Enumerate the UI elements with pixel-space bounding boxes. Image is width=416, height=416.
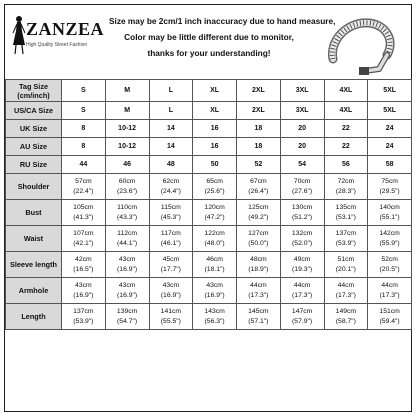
brand-logo [11, 15, 111, 71]
size-cell: 10-12 [105, 138, 149, 156]
cm-value: 52cm [381, 255, 398, 263]
inch-value: (16.9") [204, 291, 225, 299]
cm-value: 45cm [162, 255, 180, 263]
cm-value: 107cm [73, 229, 94, 237]
cm-value: 62cm [162, 177, 180, 185]
inch-value: (49.2") [248, 213, 269, 221]
cm-value: 49cm [293, 255, 311, 263]
size-cell: L [149, 102, 193, 120]
cm-value: 127cm [248, 229, 269, 237]
measurement-cell [237, 200, 281, 226]
measurement-cell [280, 304, 324, 330]
measurement-cell [324, 252, 368, 278]
inch-value: (27.6") [292, 187, 313, 195]
measurement-label: Length [6, 304, 62, 330]
inch-value: (16.9") [117, 291, 138, 299]
inch-value: (54.7") [117, 317, 138, 325]
size-cell: 14 [149, 120, 193, 138]
cm-value: 43cm [75, 281, 92, 289]
measurement-cell [105, 226, 149, 252]
notice-line-3: thanks for your understanding! [147, 48, 271, 58]
measurement-cell [105, 200, 149, 226]
cm-value: 46cm [206, 255, 223, 263]
measurement-label: Armhole [6, 278, 62, 304]
inch-value: (50.0") [248, 239, 269, 247]
measurement-cell [149, 278, 193, 304]
measurement-row [6, 174, 412, 200]
inch-value: (58.7") [335, 317, 356, 325]
tag-size-cell: XL [193, 80, 237, 102]
inch-value: (19.3") [292, 265, 313, 273]
cm-value: 147cm [291, 307, 313, 315]
measurement-cell [193, 304, 237, 330]
size-row [6, 138, 412, 156]
inch-value: (42.1") [73, 239, 94, 247]
size-cell: 50 [193, 156, 237, 174]
size-row [6, 156, 412, 174]
measurement-cell [149, 252, 193, 278]
cm-value: 122cm [204, 229, 225, 237]
measurement-cell [280, 174, 324, 200]
size-row-label: UK Size [6, 120, 62, 138]
cm-value: 60cm [118, 177, 136, 185]
size-table [5, 79, 412, 330]
inch-value: (24.4") [160, 187, 181, 195]
inch-value: (26.4") [248, 187, 269, 195]
measurement-cell [62, 304, 106, 330]
size-cell: 16 [193, 138, 237, 156]
measurement-cell [193, 226, 237, 252]
size-cell: 22 [324, 120, 368, 138]
measurement-cell [368, 304, 412, 330]
cm-value: 105cm [73, 203, 94, 211]
cm-value: 44cm [337, 281, 355, 289]
measurement-cell [324, 304, 368, 330]
inch-value: (43.3") [117, 213, 138, 221]
tag-size-cell: S [62, 80, 106, 102]
inch-value: (53.9") [335, 239, 356, 247]
inch-value: (46.1") [160, 239, 181, 247]
cm-value: 151cm [379, 307, 400, 315]
inch-value: (18.1") [204, 265, 225, 273]
size-cell: 22 [324, 138, 368, 156]
tag-size-cell: 2XL [237, 80, 281, 102]
size-cell: 54 [280, 156, 324, 174]
size-cell: 56 [324, 156, 368, 174]
cm-value: 115cm [160, 203, 181, 211]
size-cell: M [105, 102, 149, 120]
inch-value: (55.1") [379, 213, 400, 221]
size-row-label: AU Size [6, 138, 62, 156]
cm-value: 145cm [248, 307, 269, 315]
measurement-cell [280, 278, 324, 304]
cm-value: 72cm [337, 177, 355, 185]
measurement-cell [237, 174, 281, 200]
measurement-cell [62, 226, 106, 252]
inch-value: (17.3") [379, 291, 400, 299]
measurement-cell [237, 252, 281, 278]
inch-value: (53.9") [73, 317, 94, 325]
size-cell: 20 [280, 138, 324, 156]
cm-value: 142cm [379, 229, 400, 237]
tag-size-cell: 4XL [324, 80, 368, 102]
measurement-cell [280, 200, 324, 226]
measurement-row [6, 200, 412, 226]
inch-value: (20.1") [335, 265, 356, 273]
cm-value: 143cm [204, 307, 225, 315]
measurement-cell [280, 252, 324, 278]
table-header-row [6, 80, 412, 102]
size-cell: 3XL [280, 102, 324, 120]
measurement-notice [109, 13, 336, 61]
size-cell: 10-12 [105, 120, 149, 138]
cm-value: 149cm [335, 307, 357, 315]
cm-value: 141cm [160, 307, 182, 315]
measurement-cell [62, 174, 106, 200]
inch-value: (53.1") [335, 213, 356, 221]
measurement-cell [105, 304, 149, 330]
tag-size-cell: 3XL [280, 80, 324, 102]
measurement-cell [193, 200, 237, 226]
cm-value: 44cm [381, 281, 398, 289]
cm-value: 43cm [118, 281, 136, 289]
inch-value: (16.9") [117, 265, 138, 273]
cm-value: 43cm [162, 281, 180, 289]
measurement-cell [193, 278, 237, 304]
cm-value: 48cm [250, 255, 267, 263]
measurement-row [6, 226, 412, 252]
inch-value: (59.4") [379, 317, 400, 325]
brand-tagline: High Quality Street Fashion [26, 42, 88, 48]
size-chart-card [4, 4, 412, 412]
size-cell: 2XL [237, 102, 281, 120]
tag-size-cell: L [149, 80, 193, 102]
inch-value: (16.9") [160, 291, 181, 299]
inch-value: (17.3") [248, 291, 269, 299]
fashion-figure-icon [11, 15, 27, 55]
measurement-cell [62, 278, 106, 304]
measurement-cell [193, 174, 237, 200]
cm-value: 43cm [118, 255, 136, 263]
inch-value: (20.5") [379, 265, 400, 273]
size-cell: 24 [368, 138, 412, 156]
cm-value: 117cm [160, 229, 181, 237]
cm-value: 44cm [250, 281, 267, 289]
cm-value: 51cm [337, 255, 355, 263]
measurement-cell [324, 278, 368, 304]
size-row [6, 102, 412, 120]
size-cell: 16 [193, 120, 237, 138]
tag-size-cell: M [105, 80, 149, 102]
inch-value: (17.3") [292, 291, 313, 299]
cm-value: 112cm [117, 229, 138, 237]
inch-value: (16.5") [73, 265, 94, 273]
size-cell: 52 [237, 156, 281, 174]
cm-value: 75cm [381, 177, 398, 185]
measurement-cell [193, 252, 237, 278]
measurement-cell [105, 278, 149, 304]
cm-value: 135cm [335, 203, 357, 211]
cm-value: 125cm [248, 203, 269, 211]
size-row [6, 120, 412, 138]
size-cell: 14 [149, 138, 193, 156]
measurement-row [6, 304, 412, 330]
measurement-cell [368, 200, 412, 226]
measurement-cell [280, 226, 324, 252]
size-cell: 58 [368, 156, 412, 174]
measuring-tape-icon [325, 11, 401, 75]
measurement-cell [62, 252, 106, 278]
notice-line-2: Color may be little different due to monitor, [124, 32, 294, 42]
size-cell: 46 [105, 156, 149, 174]
cm-value: 65cm [206, 177, 223, 185]
measurement-cell [237, 278, 281, 304]
cm-value: 139cm [116, 307, 138, 315]
inch-value: (57.9") [292, 317, 313, 325]
size-cell: S [62, 102, 106, 120]
measurement-cell [368, 174, 412, 200]
measurement-label: Bust [6, 200, 62, 226]
size-row-label: RU Size [6, 156, 62, 174]
inch-value: (55.5") [160, 317, 181, 325]
size-cell: 8 [62, 138, 106, 156]
inch-value: (23.6") [117, 187, 138, 195]
cm-value: 110cm [117, 203, 138, 211]
inch-value: (44.1") [117, 239, 138, 247]
size-cell: 4XL [324, 102, 368, 120]
tag-size-label [6, 80, 62, 102]
measurement-cell [149, 174, 193, 200]
inch-value: (41.3") [73, 213, 94, 221]
cm-value: 44cm [293, 281, 311, 289]
measurement-label: Waist [6, 226, 62, 252]
size-row-label: US/CA Size [6, 102, 62, 120]
measurement-label: Sleeve length [6, 252, 62, 278]
inch-value: (29.5") [379, 187, 400, 195]
tag-size-text: Tag Size (cm/inch) [17, 81, 50, 100]
measurement-cell [324, 174, 368, 200]
size-cell: 8 [62, 120, 106, 138]
measurement-row [6, 252, 412, 278]
cm-value: 67cm [250, 177, 267, 185]
measurement-cell [237, 304, 281, 330]
brand-name: ZANZEA [26, 19, 105, 39]
measurement-cell [368, 252, 412, 278]
inch-value: (48.0") [204, 239, 225, 247]
inch-value: (45.3") [160, 213, 181, 221]
cm-value: 120cm [204, 203, 225, 211]
measurement-cell [105, 252, 149, 278]
measurement-label: Shoulder [6, 174, 62, 200]
measurement-cell [62, 200, 106, 226]
cm-value: 137cm [335, 229, 357, 237]
cm-value: 70cm [293, 177, 311, 185]
inch-value: (18.9") [248, 265, 269, 273]
inch-value: (52.0") [292, 239, 313, 247]
inch-value: (22.4") [73, 187, 94, 195]
cm-value: 43cm [206, 281, 223, 289]
cm-value: 130cm [291, 203, 313, 211]
measurement-cell [324, 226, 368, 252]
inch-value: (51.2") [292, 213, 313, 221]
inch-value: (55.9") [379, 239, 400, 247]
size-cell: XL [193, 102, 237, 120]
inch-value: (57.1") [248, 317, 269, 325]
measurement-cell [368, 226, 412, 252]
inch-value: (28.3") [335, 187, 356, 195]
size-cell: 5XL [368, 102, 412, 120]
size-cell: 18 [237, 138, 281, 156]
tag-size-cell: 5XL [368, 80, 412, 102]
inch-value: (25.6") [204, 187, 225, 195]
measurement-cell [105, 174, 149, 200]
size-cell: 20 [280, 120, 324, 138]
inch-value: (56.3") [204, 317, 225, 325]
inch-value: (17.3") [335, 291, 356, 299]
size-cell: 44 [62, 156, 106, 174]
cm-value: 57cm [75, 177, 92, 185]
inch-value: (17.7") [160, 265, 181, 273]
measurement-cell [149, 200, 193, 226]
cm-value: 140cm [379, 203, 400, 211]
notice-line-1: Size may be 2cm/1 inch inaccuracy due to hand measure, [109, 16, 336, 26]
measurement-cell [368, 278, 412, 304]
header [5, 5, 411, 79]
cm-value: 137cm [73, 307, 94, 315]
measurement-cell [149, 304, 193, 330]
inch-value: (16.9") [73, 291, 94, 299]
size-cell: 18 [237, 120, 281, 138]
measurement-cell [149, 226, 193, 252]
measurement-cell [237, 226, 281, 252]
cm-value: 42cm [75, 255, 92, 263]
inch-value: (47.2") [204, 213, 225, 221]
size-cell: 48 [149, 156, 193, 174]
measurement-row [6, 278, 412, 304]
size-cell: 24 [368, 120, 412, 138]
cm-value: 132cm [291, 229, 313, 237]
measurement-cell [324, 200, 368, 226]
